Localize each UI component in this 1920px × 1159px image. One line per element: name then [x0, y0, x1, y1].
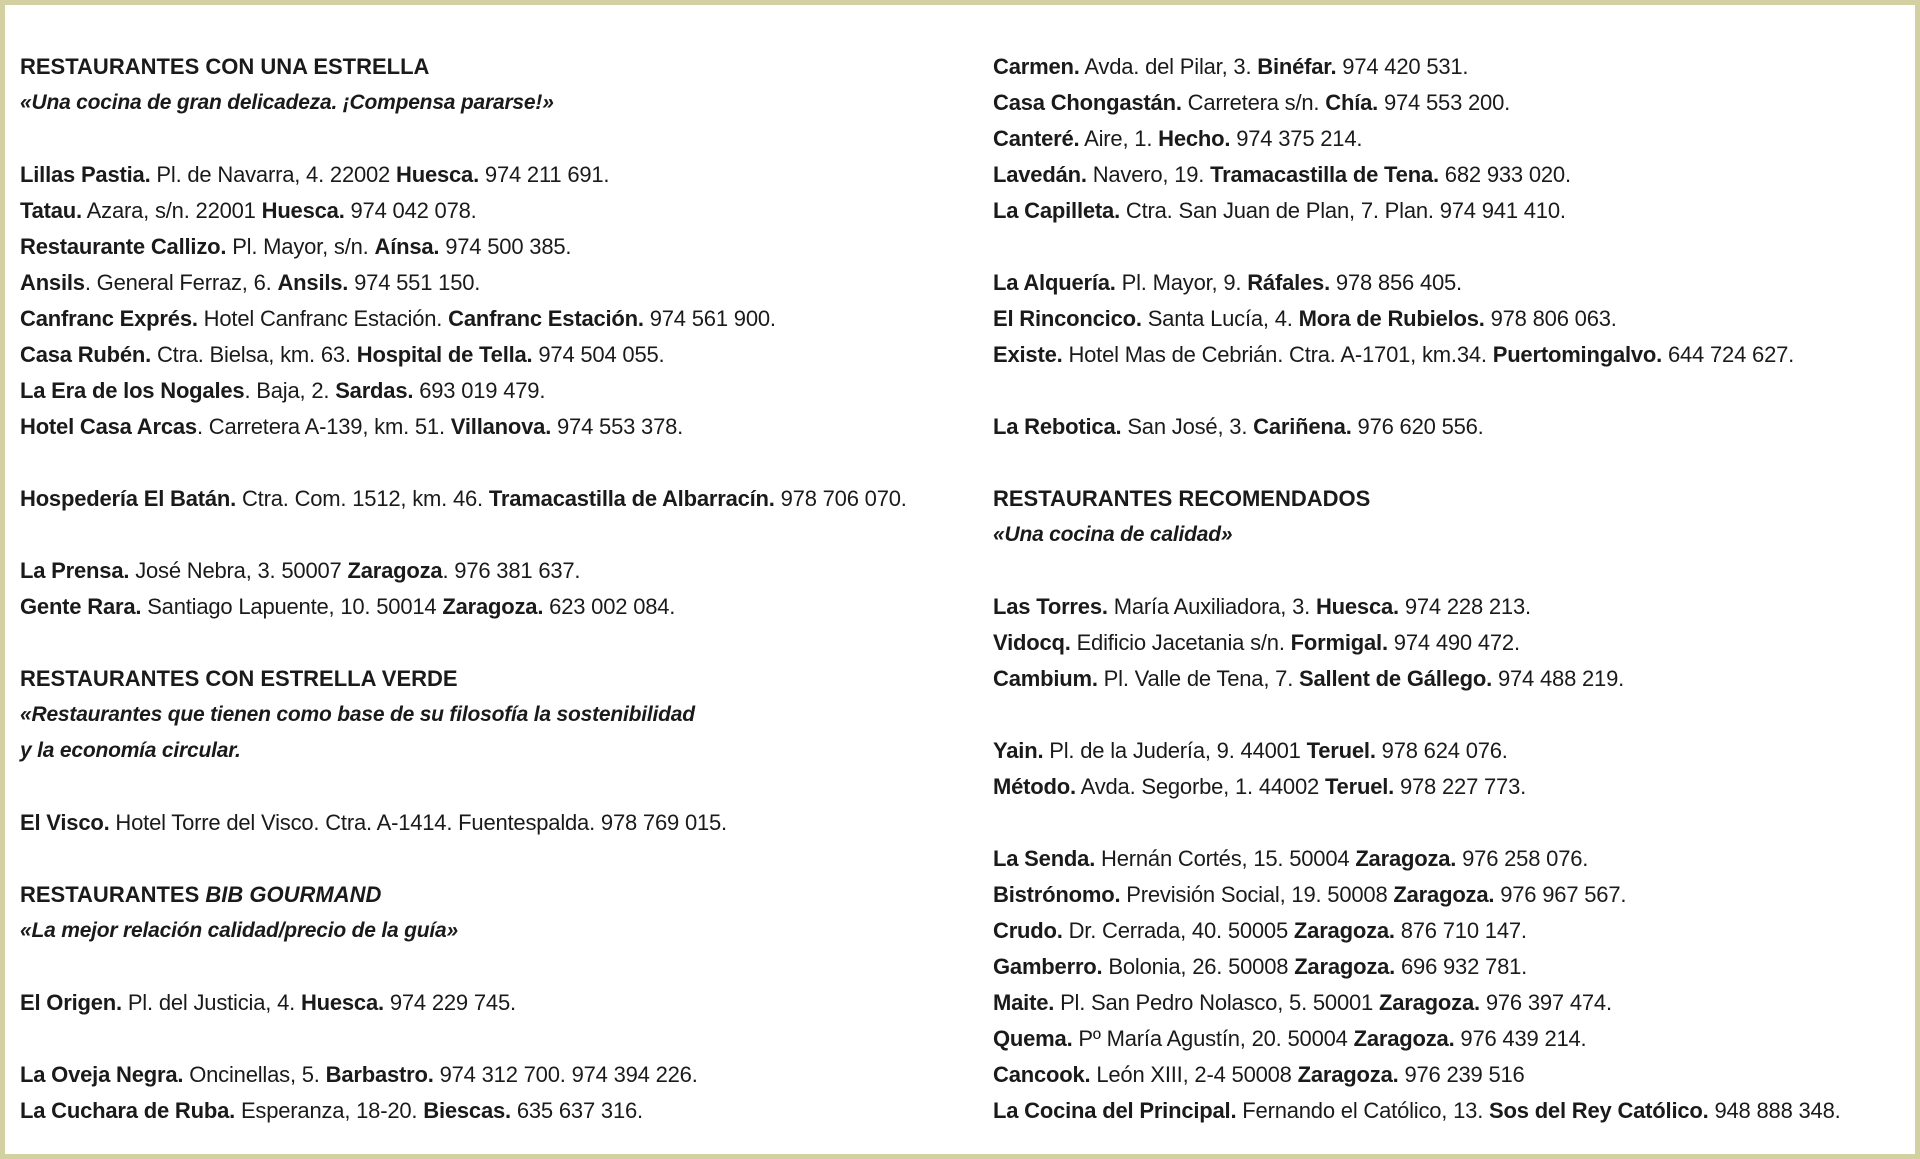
restaurant-town: Barbastro. [325, 1062, 434, 1087]
restaurant-entry [20, 553, 960, 589]
restaurant-town: Huesca. [396, 162, 479, 187]
restaurant-address: Hotel Canfranc Estación. [197, 306, 449, 331]
restaurant-entry [993, 157, 1913, 193]
restaurant-entry [20, 805, 960, 841]
restaurant-entry [20, 265, 960, 301]
restaurant-phone: 978 706 070. [774, 486, 907, 511]
restaurant-town: Sos del Rey Católico. [1489, 1098, 1709, 1123]
restaurant-name: El Rinconcico. [993, 306, 1142, 331]
restaurant-address: Pº María Agustín, 20. 50004 [1072, 1026, 1354, 1051]
restaurant-name: Yain. [993, 738, 1044, 763]
entry-group [20, 553, 960, 625]
restaurant-entry [993, 121, 1913, 157]
restaurant-entry [993, 1057, 1913, 1093]
restaurant-entry [993, 949, 1913, 985]
restaurant-entry [20, 481, 960, 517]
restaurant-entry [993, 265, 1913, 301]
restaurant-name: La Rebotica. [993, 414, 1122, 439]
restaurant-name: Lillas Pastia. [20, 162, 151, 187]
restaurant-town: Sardas. [335, 378, 414, 403]
restaurant-phone: 974 561 900. [643, 306, 776, 331]
restaurant-name: La Alquería. [993, 270, 1116, 295]
restaurant-town: Teruel. [1324, 774, 1395, 799]
heading-prefix: RESTAURANTES [20, 882, 206, 907]
restaurant-address: Santiago Lapuente, 10. 50014 [141, 594, 443, 619]
restaurant-town: Zaragoza. [1355, 846, 1457, 871]
restaurant-town: Huesca. [261, 198, 345, 223]
restaurant-name: Casa Chongastán. [993, 90, 1182, 115]
entry-group [993, 265, 1913, 373]
restaurant-phone: 974 312 700. 974 394 226. [433, 1062, 698, 1087]
restaurant-town: Biescas. [423, 1098, 511, 1123]
restaurant-address: Pl. Valle de Tena, 7. [1097, 666, 1300, 691]
restaurant-phone: 974 211 691. [479, 162, 610, 187]
restaurant-entry [20, 589, 960, 625]
restaurant-phone: 974 553 378. [551, 414, 684, 439]
restaurant-entry [993, 1093, 1913, 1129]
restaurant-address: . General Ferraz, 6. [84, 270, 278, 295]
restaurant-name: Cancook. [993, 1062, 1091, 1087]
section-tagline-green-star: «Restaurantes que tienen como base de su filosofía la sostenibilidad [20, 703, 695, 726]
restaurant-name: Gamberro. [993, 954, 1103, 979]
restaurant-phone: 976 439 214. [1454, 1026, 1587, 1051]
restaurant-phone: 978 624 076. [1375, 738, 1508, 763]
entry-group [993, 733, 1913, 805]
restaurant-phone: 974 420 531. [1336, 54, 1469, 79]
restaurant-name: La Senda. [993, 846, 1096, 871]
restaurant-name: Canfranc Exprés. [20, 306, 198, 331]
section-heading-recommended: RESTAURANTES RECOMENDADOS [993, 486, 1371, 511]
restaurant-address: . Carretera A-139, km. 51. [196, 414, 451, 439]
restaurant-phone: 948 888 348. [1708, 1098, 1841, 1123]
section-tagline-bib-gourmand: «La mejor relación calidad/precio de la guía» [20, 919, 458, 942]
restaurant-entry [20, 985, 960, 1021]
restaurant-entry [993, 877, 1913, 913]
restaurant-phone: 974 488 219. [1492, 666, 1625, 691]
restaurant-phone: 693 019 479. [413, 378, 546, 403]
restaurant-phone: 644 724 627. [1662, 342, 1795, 367]
restaurant-entry [20, 337, 960, 373]
restaurant-name: Gente Rara. [20, 594, 142, 619]
restaurant-town: Hospital de Tella. [356, 342, 533, 367]
restaurant-name: La Cuchara de Ruba. [20, 1098, 236, 1123]
restaurant-town: Zaragoza. [1353, 1026, 1455, 1051]
restaurant-entry [20, 229, 960, 265]
entry-group [993, 49, 1913, 229]
restaurant-name: Maite. [993, 990, 1055, 1015]
heading-italic: BIB GOURMAND [205, 882, 382, 907]
restaurant-town: Ansils. [277, 270, 349, 295]
restaurant-address: Pl. San Pedro Nolasco, 5. 50001 [1054, 990, 1379, 1015]
restaurant-town: Villanova. [450, 414, 552, 439]
restaurant-name: Hotel Casa Arcas [20, 414, 197, 439]
restaurant-phone: 976 239 516 [1398, 1062, 1525, 1087]
restaurant-name: Carmen. [993, 54, 1080, 79]
restaurant-entry [20, 1093, 960, 1129]
restaurant-entry [993, 193, 1913, 229]
restaurant-address: Ctra. San Juan de Plan, 7. Plan. 974 941 410. [1120, 198, 1566, 223]
restaurant-name: Existe. [993, 342, 1063, 367]
restaurant-phone: 696 932 781. [1395, 954, 1528, 979]
entry-group [20, 481, 960, 517]
restaurant-entry [993, 913, 1913, 949]
restaurant-phone: 978 227 773. [1394, 774, 1527, 799]
restaurant-address: Bolonia, 26. 50008 [1102, 954, 1295, 979]
restaurant-address: Santa Lucía, 4. [1141, 306, 1299, 331]
right-column [993, 49, 1913, 1129]
restaurant-address: Hotel Torre del Visco. Ctra. A-1414. Fuentespalda. 978 769 015. [109, 810, 727, 835]
restaurant-address: Ctra. Bielsa, km. 63. [151, 342, 357, 367]
restaurant-address: Fernando el Católico, 13. [1236, 1098, 1490, 1123]
restaurant-town: Hecho. [1158, 126, 1231, 151]
restaurant-town: Tramacastilla de Tena. [1210, 162, 1439, 187]
restaurant-town: Canfranc Estación. [448, 306, 644, 331]
restaurant-town: Mora de Rubielos. [1298, 306, 1485, 331]
restaurant-town: Teruel. [1306, 738, 1376, 763]
restaurant-phone: 974 551 150. [348, 270, 481, 295]
restaurant-entry [20, 409, 960, 445]
restaurant-address: Previsión Social, 19. 50008 [1120, 882, 1394, 907]
restaurant-entry [993, 841, 1913, 877]
restaurant-town: Zaragoza. [1293, 918, 1395, 943]
restaurant-town: Zaragoza [347, 558, 443, 583]
restaurant-name: La Cocina del Principal. [993, 1098, 1237, 1123]
restaurant-entry [993, 661, 1913, 697]
restaurant-address: Hernán Cortés, 15. 50004 [1095, 846, 1356, 871]
restaurant-entry [993, 49, 1913, 85]
restaurant-address: Azara, s/n. 22001 [81, 198, 262, 223]
restaurant-town: Zaragoza. [1393, 882, 1495, 907]
restaurant-name: Lavedán. [993, 162, 1087, 187]
restaurant-phone: 876 710 147. [1394, 918, 1527, 943]
restaurant-town: Zaragoza. [1379, 990, 1480, 1015]
restaurant-town: Binéfar. [1257, 54, 1337, 79]
entry-group [20, 1057, 960, 1129]
restaurant-phone: 976 258 076. [1456, 846, 1589, 871]
restaurant-name: Canteré. [993, 126, 1080, 151]
section-tagline-one-star: «Una cocina de gran delicadeza. ¡Compensa pararse!» [20, 91, 554, 114]
restaurant-address: Esperanza, 18-20. [235, 1098, 424, 1123]
restaurant-name: La Era de los Nogales [20, 378, 245, 403]
restaurant-name: Método. [993, 774, 1076, 799]
restaurant-phone: 974 042 078. [344, 198, 477, 223]
restaurant-entry [993, 589, 1913, 625]
restaurant-phone: 974 375 214. [1230, 126, 1363, 151]
entry-group [20, 157, 960, 445]
restaurant-address: Pl. de la Judería, 9. 44001 [1043, 738, 1307, 763]
section-heading-one-star: RESTAURANTES CON UNA ESTRELLA [20, 54, 430, 79]
restaurant-town: Sallent de Gállego. [1299, 666, 1493, 691]
restaurant-entry [993, 337, 1913, 373]
restaurant-name: Ansils [20, 270, 85, 295]
restaurant-town: Ráfales. [1247, 270, 1330, 295]
restaurant-name: La Capilleta. [993, 198, 1120, 223]
restaurant-address: Avda. Segorbe, 1. 44002 [1075, 774, 1325, 799]
section-heading-green-star: RESTAURANTES CON ESTRELLA VERDE [20, 666, 458, 691]
restaurant-town: Formigal. [1290, 630, 1388, 655]
restaurant-entry [993, 733, 1913, 769]
restaurant-address: . Baja, 2. [244, 378, 336, 403]
restaurant-name: Tatau. [20, 198, 82, 223]
restaurant-name: Vidocq. [993, 630, 1071, 655]
restaurant-phone: 974 504 055. [532, 342, 665, 367]
restaurant-phone: 978 856 405. [1330, 270, 1462, 295]
restaurant-name: La Oveja Negra. [20, 1062, 184, 1087]
section-tagline-recommended: «Una cocina de calidad» [993, 523, 1233, 546]
restaurant-address: Pl. del Justicia, 4. [121, 990, 301, 1015]
restaurant-entry [993, 85, 1913, 121]
restaurant-phone: 974 553 200. [1378, 90, 1511, 115]
restaurant-phone: 976 397 474. [1479, 990, 1612, 1015]
restaurant-address: Ctra. Com. 1512, km. 46. [236, 486, 489, 511]
entry-group [993, 409, 1913, 445]
restaurant-name: Bistrónomo. [993, 882, 1121, 907]
restaurant-town: Tramacastilla de Albarracín. [488, 486, 775, 511]
restaurant-town: Zaragoza. [1294, 954, 1396, 979]
entry-group [993, 589, 1913, 697]
restaurant-phone: 974 229 745. [383, 990, 516, 1015]
restaurant-address: Edificio Jacetania s/n. [1070, 630, 1291, 655]
restaurant-address: Dr. Cerrada, 40. 50005 [1062, 918, 1294, 943]
restaurant-entry [20, 373, 960, 409]
restaurant-entry [993, 625, 1913, 661]
restaurant-address: Pl. Mayor, 9. [1115, 270, 1248, 295]
restaurant-address: Oncinellas, 5. [183, 1062, 326, 1087]
restaurant-town: Aínsa. [374, 234, 440, 259]
restaurant-entry [993, 769, 1913, 805]
entry-group [20, 985, 960, 1021]
restaurant-town: Zaragoza. [442, 594, 544, 619]
restaurant-name: Quema. [993, 1026, 1073, 1051]
restaurant-phone: 976 620 556. [1351, 414, 1484, 439]
restaurant-phone: 682 933 020. [1438, 162, 1571, 187]
restaurant-phone: 623 002 084. [543, 594, 676, 619]
restaurant-address: León XIII, 2-4 50008 [1090, 1062, 1298, 1087]
restaurant-name: Cambium. [993, 666, 1098, 691]
restaurant-name: Las Torres. [993, 594, 1108, 619]
restaurant-entry [20, 157, 960, 193]
restaurant-phone: 974 500 385. [439, 234, 572, 259]
restaurant-address: Avda. del Pilar, 3. [1079, 54, 1258, 79]
restaurant-name: Casa Rubén. [20, 342, 152, 367]
restaurant-town: Puertomingalvo. [1492, 342, 1663, 367]
restaurant-address: Pl. Mayor, s/n. [226, 234, 375, 259]
left-column [20, 49, 960, 1129]
restaurant-town: Huesca. [300, 990, 384, 1015]
restaurant-address: San José, 3. [1121, 414, 1254, 439]
restaurant-address: Navero, 19. [1086, 162, 1211, 187]
restaurant-address: María Auxiliadora, 3. [1107, 594, 1316, 619]
restaurant-entry [993, 409, 1913, 445]
restaurant-entry [20, 301, 960, 337]
restaurant-name: El Origen. [20, 990, 122, 1015]
restaurant-phone: 976 967 567. [1494, 882, 1627, 907]
restaurant-town: Chía. [1325, 90, 1379, 115]
restaurant-entry [993, 301, 1913, 337]
restaurant-town: Cariñena. [1253, 414, 1352, 439]
restaurant-phone: 635 637 316. [510, 1098, 643, 1123]
restaurant-name: Crudo. [993, 918, 1063, 943]
restaurant-address: José Nebra, 3. 50007 [129, 558, 348, 583]
restaurant-town: Zaragoza. [1297, 1062, 1399, 1087]
section-tagline-green-star-cont: y la economía circular. [20, 739, 241, 762]
restaurant-entry [20, 193, 960, 229]
restaurant-address: Pl. de Navarra, 4. 22002 [150, 162, 397, 187]
restaurant-phone: 974 228 213. [1398, 594, 1531, 619]
restaurant-name: La Prensa. [20, 558, 130, 583]
restaurant-phone: 974 490 472. [1387, 630, 1520, 655]
restaurant-entry [993, 1021, 1913, 1057]
restaurant-phone: . 976 381 637. [442, 558, 581, 583]
restaurant-phone: 978 806 063. [1484, 306, 1617, 331]
section-heading-bib-gourmand [20, 877, 960, 913]
restaurant-town: Huesca. [1315, 594, 1399, 619]
restaurant-address: Aire, 1. [1079, 126, 1159, 151]
restaurant-name: Hospedería El Batán. [20, 486, 237, 511]
restaurant-entry [20, 1057, 960, 1093]
entry-group [993, 841, 1913, 1129]
restaurant-address: Carretera s/n. [1181, 90, 1326, 115]
restaurant-name: El Visco. [20, 810, 110, 835]
restaurant-name: Restaurante Callizo. [20, 234, 227, 259]
restaurant-entry [993, 985, 1913, 1021]
restaurant-address: Hotel Mas de Cebrián. Ctra. A-1701, km.34. [1062, 342, 1493, 367]
